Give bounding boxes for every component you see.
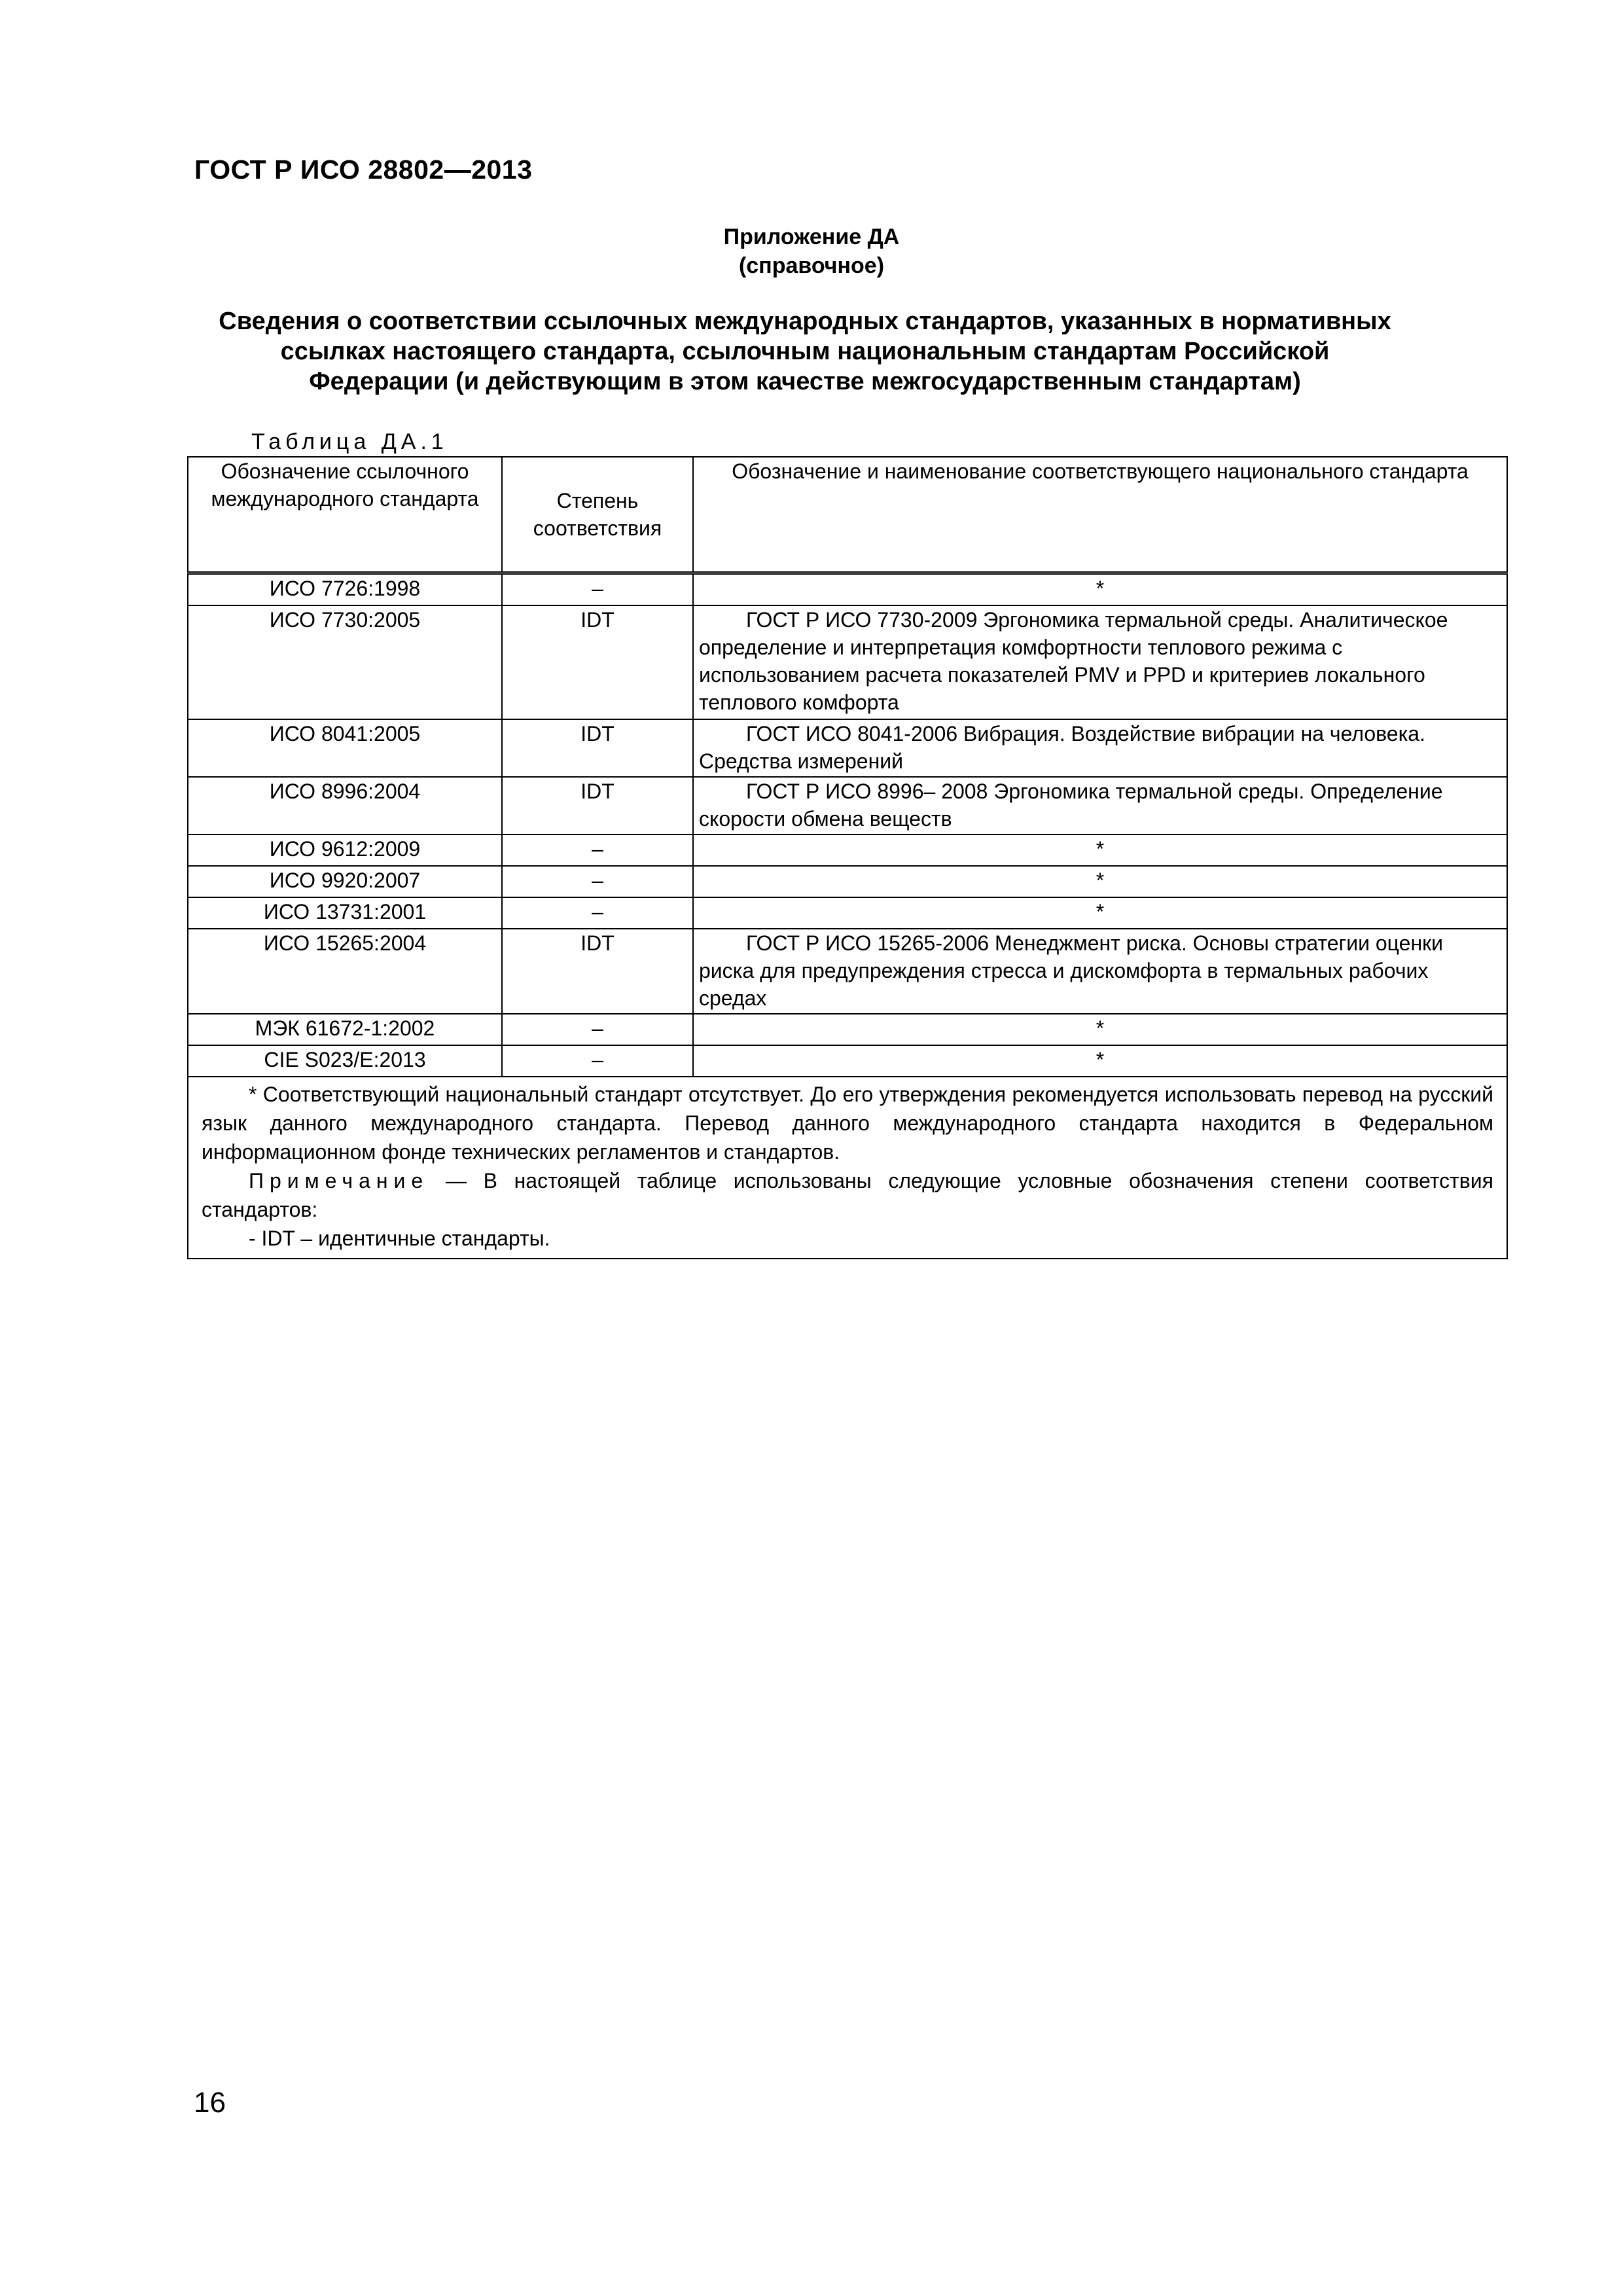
table-row	[188, 777, 1507, 834]
note-text: — В настоящей таблице использованы следующие условные обозначения степени соответствия стандартов:	[202, 1169, 1493, 1221]
header-degree: Степень соответствия	[502, 457, 693, 573]
footnote-text: * Соответствующий национальный стандарт отсутствует. До его утверждения рекомендуется использовать перевод на русский язык данного международного стандарта. Перевод данного международного стандарта находится в Федеральном информационном фонде технических регламентов и стандартов.	[202, 1083, 1493, 1164]
cell-reference: ИСО 9920:2007	[188, 866, 502, 897]
cell-degree: IDT	[502, 719, 693, 777]
cell-degree: IDT	[502, 777, 693, 834]
cell-national: *	[693, 573, 1507, 606]
cell-degree: IDT	[502, 605, 693, 719]
cell-reference: ИСО 15265:2004	[188, 929, 502, 1014]
cell-reference: CIE S023/E:2013	[188, 1045, 502, 1077]
cell-national: *	[693, 1014, 1507, 1045]
table-footnote-row	[188, 1077, 1507, 1259]
annex-title-line: Федерации (и действующим в этом качестве межгосударственным стандартам)	[309, 368, 1301, 395]
table-caption: Таблица ДА.1	[251, 429, 448, 454]
table-row	[188, 1014, 1507, 1045]
table-header-row	[188, 457, 1507, 573]
cell-degree: IDT	[502, 929, 693, 1014]
annex-type: (справочное)	[738, 253, 885, 278]
cell-degree: –	[502, 1014, 693, 1045]
cell-national: *	[693, 866, 1507, 897]
cell-reference: ИСО 8996:2004	[188, 777, 502, 834]
cell-degree: –	[502, 897, 693, 929]
table-row	[188, 866, 1507, 897]
cell-reference: ИСО 7730:2005	[188, 605, 502, 719]
annex-title	[190, 306, 1420, 397]
table-row	[188, 834, 1507, 866]
note-label: Примечание	[249, 1169, 429, 1193]
cell-national: ГОСТ ИСО 8041-2006 Вибрация. Воздействие вибрации на человека. Средства измерений	[693, 719, 1507, 777]
correspondence-table	[187, 456, 1508, 1259]
table-footnote-cell	[188, 1077, 1507, 1259]
cell-national: ГОСТ Р ИСО 8996– 2008 Эргономика термальной среды. Определение скорости обмена веществ	[693, 777, 1507, 834]
annex-title-line: Сведения о соответствии ссылочных международных стандартов, указанных в нормативных	[219, 308, 1391, 335]
cell-national: *	[693, 1045, 1507, 1077]
header-national-standard: Обозначение и наименование соответствующего национального стандарта	[693, 457, 1507, 573]
table-row	[188, 573, 1507, 606]
cell-degree: –	[502, 1045, 693, 1077]
document-code: ГОСТ Р ИСО 28802—2013	[194, 154, 533, 185]
cell-degree: –	[502, 866, 693, 897]
note-item: - IDT – идентичные стандарты.	[249, 1227, 550, 1250]
header-reference-standard: Обозначение ссылочного международного стандарта	[188, 457, 502, 573]
table-row	[188, 897, 1507, 929]
cell-reference: МЭК 61672-1:2002	[188, 1014, 502, 1045]
table-row	[188, 929, 1507, 1014]
table-row	[188, 605, 1507, 719]
table-row	[188, 719, 1507, 777]
cell-reference: ИСО 8041:2005	[188, 719, 502, 777]
cell-reference: ИСО 7726:1998	[188, 573, 502, 606]
cell-reference: ИСО 9612:2009	[188, 834, 502, 866]
cell-reference: ИСО 13731:2001	[188, 897, 502, 929]
table-note	[202, 1166, 1493, 1224]
annex-heading	[0, 223, 1623, 280]
cell-national: *	[693, 834, 1507, 866]
cell-degree: –	[502, 834, 693, 866]
cell-national: ГОСТ Р ИСО 7730-2009 Эргономика термальной среды. Аналитическое определение и интерпретация комфортности теплового режима с использованием расчета показателей PMV и PPD и критериев локального теплового комфорта	[693, 605, 1507, 719]
cell-degree: –	[502, 573, 693, 606]
annex-label: Приложение ДА	[723, 224, 900, 249]
table-row	[188, 1045, 1507, 1077]
page-number: 16	[194, 2087, 226, 2119]
annex-title-line: ссылках настоящего стандарта, ссылочным национальным стандартам Российской	[280, 338, 1330, 365]
cell-national: *	[693, 897, 1507, 929]
cell-national: ГОСТ Р ИСО 15265-2006 Менеджмент риска. Основы стратегии оценки риска для предупреждения стресса и дискомфорта в термальных рабочих средах	[693, 929, 1507, 1014]
